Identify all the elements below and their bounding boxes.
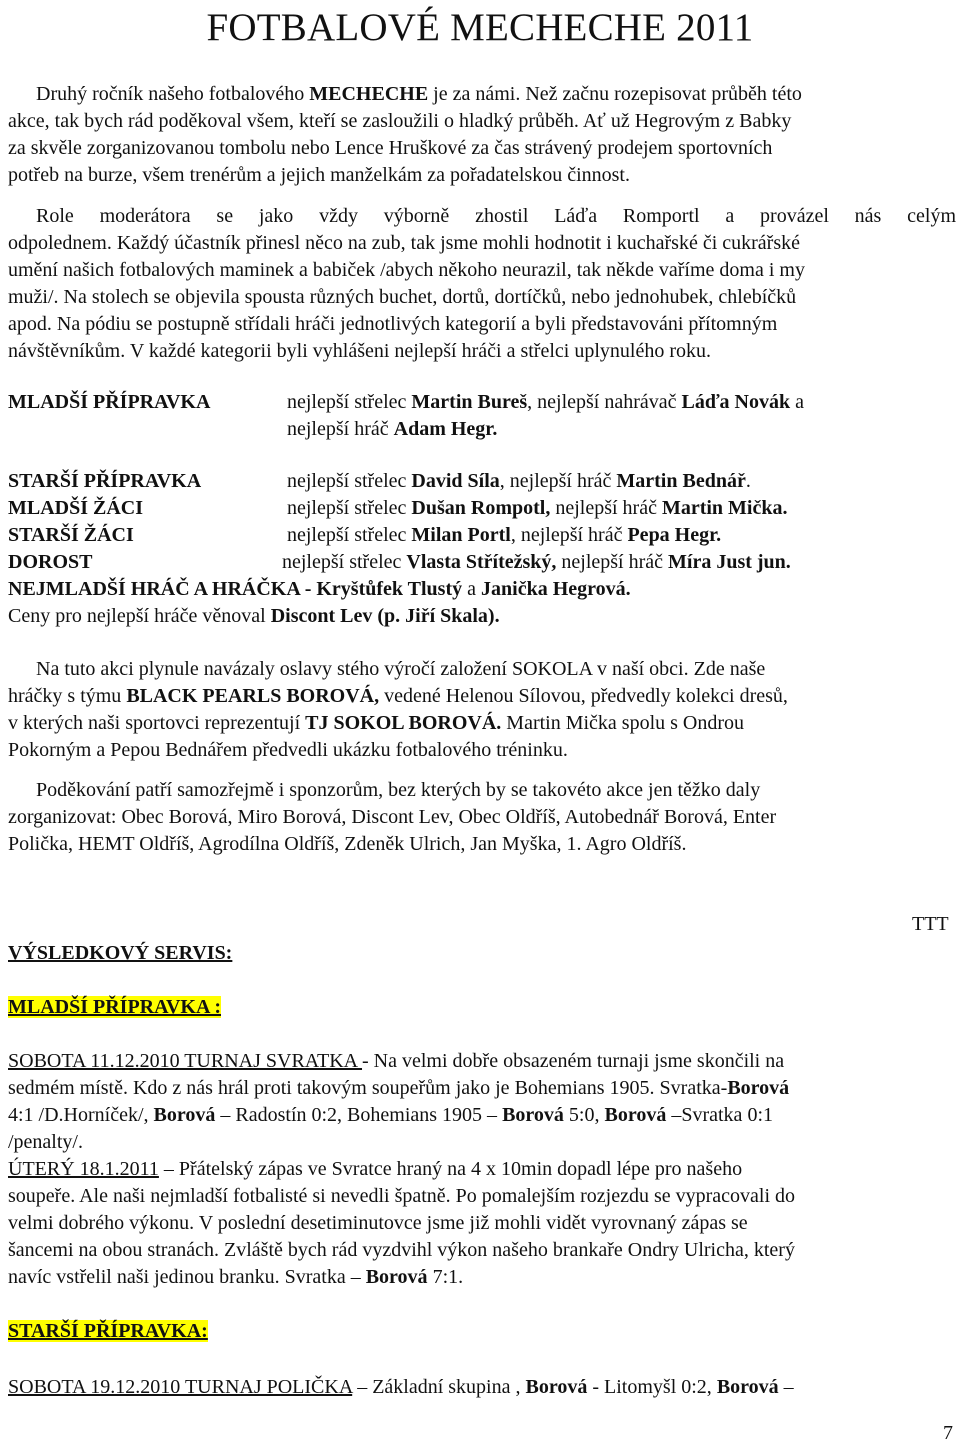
intro-line-1: Druhý ročník našeho fotbalového MECHECHE je za námi. Než začnu rozepisovat průběh této [36, 83, 802, 105]
role-line-6: návštěvníkům. V každé kategorii byli vyhlášeni nejlepší hráči a střelci uplynulého roku. [8, 340, 711, 362]
sokol-line-2: hráčky s týmu BLACK PEARLS BOROVÁ, vedené Helenou Sílovou, předvedly kolekci dresů, [8, 685, 788, 707]
award-text-cont: nejlepší hráč Adam Hegr. [287, 418, 498, 440]
award-category: MLADŠÍ ŽÁCI [8, 497, 144, 519]
result-1-line-1: SOBOTA 11.12.2010 TURNAJ SVRATKA - Na velmi dobře obsazeném turnaji jsme skončili na [8, 1050, 785, 1072]
role-line-2: odpolednem. Každý účastník přinesl něco na zub, tak jsme mohli hodnotit i kuchařské či cukrářské [8, 232, 801, 254]
result-2-line-2: soupeře. Ale naši nejmladší fotbalisté si nevedli špatně. Po pomalejším rozjezdu se vypracovali do [8, 1185, 796, 1207]
role-line-1: Role moderátora se jako vždy výborně zhostil Láďa Romportl a provázel nás celým [36, 205, 956, 227]
award-text: nejlepší střelec Milan Portl, nejlepší hráč Pepa Hegr. [287, 524, 722, 546]
page-number: 7 [943, 1422, 953, 1444]
role-line-5: apod. Na pódiu se postupně střídali hráči jednotlivých kategorií a byli představováni přítomným [8, 313, 778, 335]
result-2-line-1: ÚTERÝ 18.1.2011 – Přátelský zápas ve Svratce hraný na 4 x 10min dopadl lépe pro našeho [8, 1158, 743, 1180]
intro-line-4: potřeb na burze, všem trenérům a jejich manželkám za pořadatelskou činnost. [8, 164, 630, 186]
role-line-3: umění našich fotbalových maminek a babiček /abych někoho neurazil, tak někde vaříme doma i my [8, 259, 805, 281]
result-1-line-4: /penalty/. [8, 1131, 83, 1153]
prizes-line: Ceny pro nejlepší hráče věnoval Discont Lev (p. Jiří Skala). [8, 605, 500, 627]
intro-line-3: za skvěle zorganizovanou tombolu nebo Lence Hruškové za čas strávený prodejem sportovních [8, 137, 773, 159]
result-3-line-1: SOBOTA 19.12.2010 TURNAJ POLIČKA – Základní skupina , Borová - Litomyšl 0:2, Borová – [8, 1376, 794, 1398]
thanks-line-2: zorganizovat: Obec Borová, Miro Borová, Discont Lev, Obec Oldříš, Autobednář Borová, Enter [8, 806, 777, 828]
award-text: nejlepší střelec Dušan Rompotl, nejlepší hráč Martin Mička. [287, 497, 788, 519]
section-heading-mladsi-pripravka: MLADŠÍ PŘÍPRAVKA : [8, 996, 221, 1018]
award-text: nejlepší střelec David Síla, nejlepší hráč Martin Bednář. [287, 470, 751, 492]
result-2-line-3: velmi dobrého výkonu. V poslední desetiminutovce jsme již mohli vidět vyrovnaný zápas se [8, 1212, 748, 1234]
page-title: FOTBALOVÉ MECHECHE 2011 [206, 6, 754, 49]
result-2-line-5: navíc vstřelil naši jedinou branku. Svratka – Borová 7:1. [8, 1266, 464, 1288]
award-category: STARŠÍ ŽÁCI [8, 524, 134, 546]
section-heading-starsi-pripravka: STARŠÍ PŘÍPRAVKA: [8, 1320, 208, 1342]
award-category: DOROST [8, 551, 93, 573]
result-2-line-4: šancemi na obou stranách. Zvláště bych rád vyzdvihl výkon našeho brankaře Ondry Ulricha, který [8, 1239, 795, 1261]
results-heading: VÝSLEDKOVÝ SERVIS: [8, 942, 233, 964]
sokol-line-3: v kterých naši sportovci reprezentují TJ SOKOL BOROVÁ. Martin Mička spolu s Ondrou [8, 712, 745, 734]
thanks-line-3: Polička, HEMT Oldříš, Agrodílna Oldříš, Zdeněk Ulrich, Jan Myška, 1. Agro Oldříš. [8, 833, 687, 855]
award-category: STARŠÍ PŘÍPRAVKA [8, 470, 202, 492]
role-line-4: muži/. Na stolech se objevila spousta různých buchet, dortů, dortíčků, nebo jednohubek, chlebíčků [8, 286, 797, 308]
intro-line-2: akce, tak bych rád poděkoval všem, kteří se zasloužili o hladký průběh. Ať už Hegrovým z Babky [8, 110, 792, 132]
result-1-line-2: sedmém místě. Kdo z nás hrál proti takovým soupeřům jako je Bohemians 1905. Svratka-Borová [8, 1077, 790, 1099]
award-text: nejlepší střelec Vlasta Střítežský, nejlepší hráč Míra Just jun. [282, 551, 791, 573]
sokol-line-4: Pokorným a Pepou Bednářem předvedli ukázku fotbalového tréninku. [8, 739, 568, 761]
thanks-line-1: Poděkování patří samozřejmě i sponzorům, bez kterých by se takovéto akce jen těžko daly [36, 779, 761, 801]
award-category: MLADŠÍ PŘÍPRAVKA [8, 391, 211, 413]
sokol-line-1: Na tuto akci plynule navázaly oslavy stého výročí založení SOKOLA v naší obci. Zde naše [36, 658, 766, 680]
result-1-line-3: 4:1 /D.Horníček/, Borová – Radostín 0:2, Bohemians 1905 – Borová 5:0, Borová –Svratka 0:1 [8, 1104, 773, 1126]
youngest-player-line: NEJMLADŠÍ HRÁČ A HRÁČKA - Kryštůfek Tlustý a Janička Hegrová. [8, 578, 631, 600]
award-text: nejlepší střelec Martin Bureš, nejlepší nahrávač Láďa Novák a [287, 391, 804, 413]
author-signature: TTT [912, 913, 949, 935]
